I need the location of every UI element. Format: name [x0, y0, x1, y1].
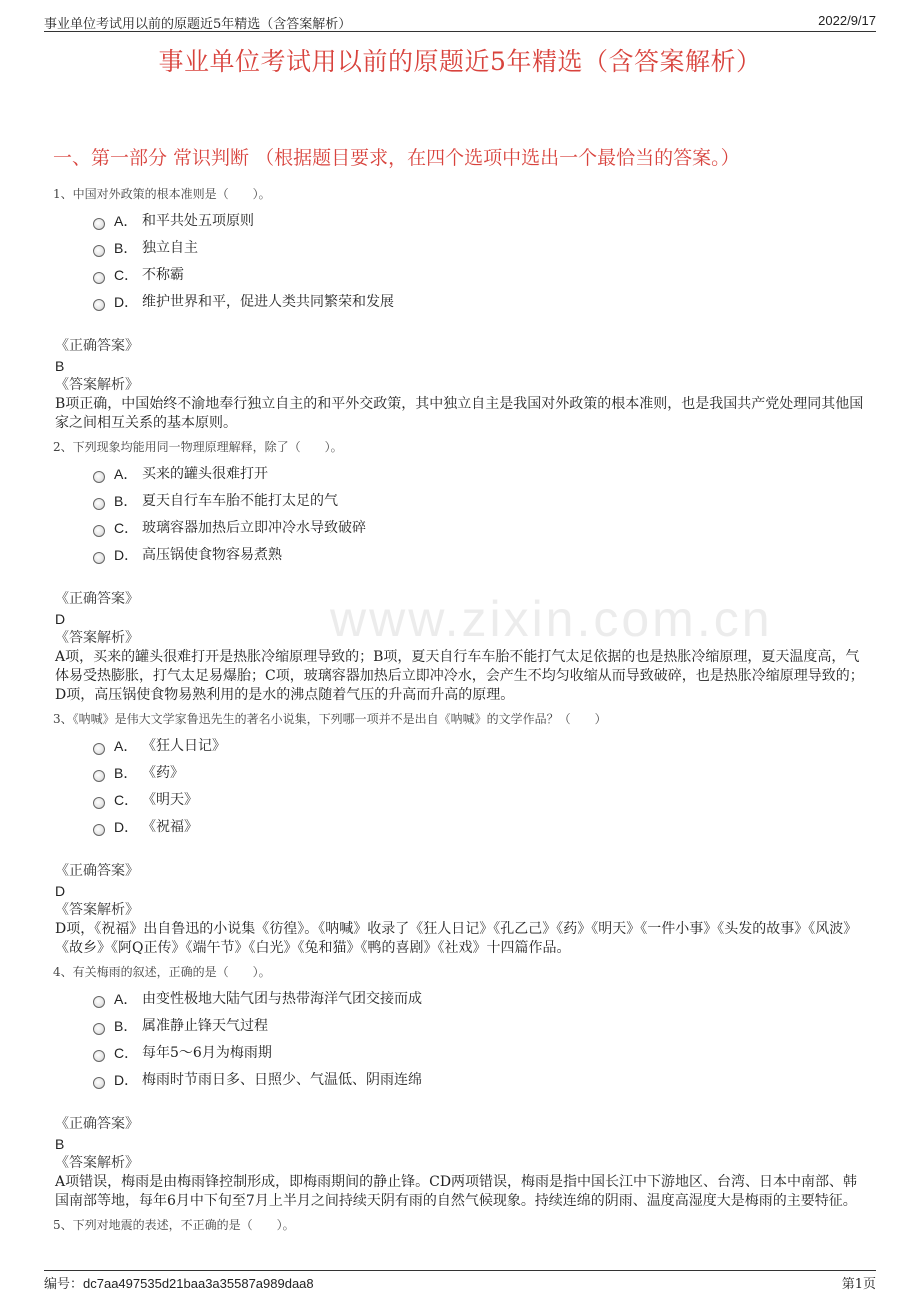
option-letter: B．: [114, 1018, 138, 1034]
option-letter: D．: [114, 547, 139, 563]
option-text: 每年5～6月为梅雨期: [142, 1045, 272, 1061]
option-text: 玻璃容器加热后立即冲冷水导致破碎: [142, 520, 366, 536]
option-text: 《狂人日记》: [142, 738, 226, 754]
answer-block: [53, 862, 870, 958]
option-c[interactable]: [93, 787, 870, 814]
option-list: [53, 461, 870, 569]
option-text: 《祝福》: [142, 819, 198, 835]
analysis-label: 《答案解析》: [55, 902, 139, 918]
option-text: 不称霸: [142, 267, 184, 283]
page-footer: [44, 1270, 876, 1291]
radio-button-icon[interactable]: [93, 471, 105, 483]
option-letter: A．: [114, 213, 138, 229]
radio-button-icon[interactable]: [93, 498, 105, 510]
option-letter: D．: [114, 294, 139, 310]
option-d[interactable]: [93, 1067, 870, 1094]
option-list: [53, 208, 870, 316]
option-letter: C．: [114, 1045, 139, 1061]
radio-button-icon[interactable]: [93, 1023, 105, 1035]
radio-button-icon[interactable]: [93, 218, 105, 230]
radio-button-icon[interactable]: [93, 996, 105, 1008]
option-text: 高压锅使食物容易煮熟: [142, 547, 282, 563]
answer-value: D: [55, 611, 66, 627]
option-letter: D．: [114, 819, 139, 835]
option-d[interactable]: [93, 289, 870, 316]
analysis-text: B项正确，中国始终不渝地奉行独立自主的和平外交政策，其中独立自主是我国对外政策的根本准则，也是我国共产党处理同其他国家之间相互关系的基本原则。: [55, 396, 864, 431]
radio-button-icon[interactable]: [93, 1050, 105, 1062]
header-date: 2022/9/17: [818, 13, 876, 28]
option-letter: A．: [114, 991, 138, 1007]
document-title: 事业单位考试用以前的原题近5年精选（含答案解析）: [158, 47, 762, 76]
watermark: www.zixin.com.cn: [330, 591, 773, 647]
answer-value: D: [55, 883, 66, 899]
question-3: [53, 709, 870, 958]
code-label: 编号：: [44, 1277, 84, 1292]
option-a[interactable]: [93, 733, 870, 760]
answer-block: [53, 337, 870, 433]
option-text: 梅雨时节雨日多、日照少、气温低、阴雨连绵: [142, 1072, 422, 1088]
answer-block: [53, 1115, 870, 1211]
answer-block: [53, 590, 870, 705]
radio-button-icon[interactable]: [93, 552, 105, 564]
question-4: [53, 962, 870, 1211]
radio-button-icon[interactable]: [93, 272, 105, 284]
option-text: 和平共处五项原则: [142, 213, 254, 229]
page-number: 第1页: [841, 1277, 876, 1292]
question-stem: 5、下列对地震的表述，不正确的是（ ）。: [53, 1218, 295, 1232]
option-b[interactable]: [93, 760, 870, 787]
analysis-text: D项，《祝福》出自鲁迅的小说集《彷徨》。《呐喊》收录了《狂人日记》《孔乙己》《药》《明天》《一件小事》《头发的故事》《风波》《故乡》《阿Q正传》《端午节》《白光》《兔和猫》《鸭的喜剧》《社戏》十四篇作品。: [55, 921, 858, 956]
question-stem: 3、《呐喊》是伟大文学家鲁迅先生的著名小说集，下列哪一项并不是出自《呐喊》的文学作品？（ ）: [53, 712, 607, 726]
radio-button-icon[interactable]: [93, 770, 105, 782]
section-title: 一、第一部分 常识判断 （根据题目要求，在四个选项中选出一个最恰当的答案。）: [53, 147, 740, 169]
question-list: [53, 184, 870, 1235]
option-d[interactable]: [93, 814, 870, 841]
answer-value: B: [55, 358, 65, 374]
option-b[interactable]: [93, 1013, 870, 1040]
option-c[interactable]: [93, 515, 870, 542]
answer-label: 《正确答案》: [55, 338, 139, 354]
option-letter: A．: [114, 738, 138, 754]
radio-button-icon[interactable]: [93, 1077, 105, 1089]
option-b[interactable]: [93, 488, 870, 515]
option-b[interactable]: [93, 235, 870, 262]
option-letter: B．: [114, 240, 138, 256]
radio-button-icon[interactable]: [93, 245, 105, 257]
answer-label: 《正确答案》: [55, 863, 139, 879]
code-value: dc7aa497535d21baa3a35587a989daa8: [83, 1276, 314, 1291]
option-letter: C．: [114, 267, 139, 283]
option-list: [53, 986, 870, 1094]
option-letter: D．: [114, 1072, 139, 1088]
option-letter: C．: [114, 792, 139, 808]
option-text: 独立自主: [142, 240, 198, 256]
option-letter: B．: [114, 765, 138, 781]
option-text: 维护世界和平，促进人类共同繁荣和发展: [142, 294, 394, 310]
question-stem: 4、有关梅雨的叙述，正确的是（ ）。: [53, 965, 271, 979]
analysis-label: 《答案解析》: [55, 1155, 139, 1171]
question-1: [53, 184, 870, 433]
option-text: 《明天》: [142, 792, 198, 808]
option-text: 买来的罐头很难打开: [142, 466, 268, 482]
option-c[interactable]: [93, 1040, 870, 1067]
option-c[interactable]: [93, 262, 870, 289]
option-letter: C．: [114, 520, 139, 536]
option-a[interactable]: [93, 986, 870, 1013]
option-text: 夏天自行车车胎不能打太足的气: [142, 493, 338, 509]
question-2: [53, 437, 870, 705]
option-letter: B．: [114, 493, 138, 509]
option-list: [53, 733, 870, 841]
page-header: [44, 11, 876, 32]
radio-button-icon[interactable]: [93, 299, 105, 311]
document-code: [44, 1273, 314, 1292]
option-a[interactable]: [93, 461, 870, 488]
answer-value: B: [55, 1136, 65, 1152]
radio-button-icon[interactable]: [93, 797, 105, 809]
answer-label: 《正确答案》: [55, 591, 139, 607]
analysis-text: A项，买来的罐头很难打开是热胀冷缩原理导致的；B项，夏天自行车车胎不能打气太足依据的也是热胀冷缩原理，夏天温度高，气体易受热膨胀，打气太足易爆胎；C项，玻璃容器加热后立即冲冷水，会产生不均匀收缩从而导致破碎，也是热胀冷缩原理导致的；D项，高压锅使食物易熟利用的是水的沸点随着气压的升高而升高的原理。: [55, 649, 864, 703]
option-d[interactable]: [93, 542, 870, 569]
option-text: 由变性极地大陆气团与热带海洋气团交接而成: [142, 991, 422, 1007]
answer-label: 《正确答案》: [55, 1116, 139, 1132]
analysis-label: 《答案解析》: [55, 630, 139, 646]
question-5: [53, 1215, 870, 1235]
question-stem: 2、下列现象均能用同一物理原理解释，除了（ ）。: [53, 440, 343, 454]
radio-button-icon[interactable]: [93, 824, 105, 836]
analysis-label: 《答案解析》: [55, 377, 139, 393]
option-a[interactable]: [93, 208, 870, 235]
radio-button-icon[interactable]: [93, 743, 105, 755]
option-letter: A．: [114, 466, 138, 482]
option-text: 《药》: [142, 765, 184, 781]
analysis-text: A项错误，梅雨是由梅雨锋控制形成，即梅雨期间的静止锋。CD两项错误，梅雨是指中国长江中下游地区、台湾、日本中南部、韩国南部等地，每年6月中下旬至7月上半月之间持续天阴有雨的自然气候现象。持续连绵的阴雨、温度高湿度大是梅雨的主要特征。: [55, 1174, 858, 1209]
radio-button-icon[interactable]: [93, 525, 105, 537]
question-stem: 1、中国对外政策的根本准则是（ ）。: [53, 187, 271, 201]
header-title: 事业单位考试用以前的原题近5年精选（含答案解析）: [44, 17, 352, 32]
option-text: 属准静止锋天气过程: [142, 1018, 268, 1034]
